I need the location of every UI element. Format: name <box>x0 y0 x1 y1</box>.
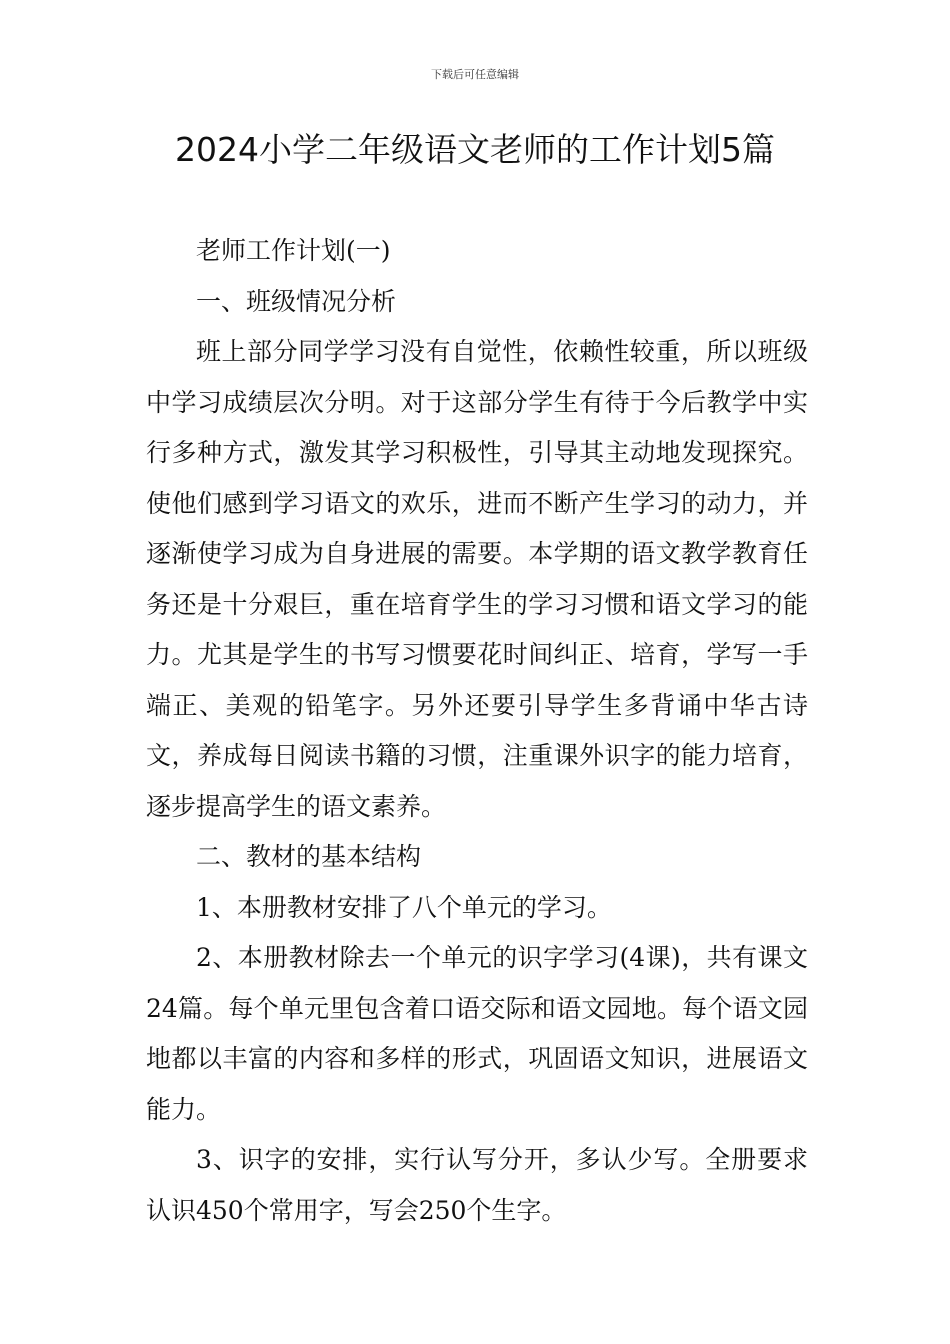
page-header-note: 下载后可任意编辑 <box>431 68 519 81</box>
list-item-units: 1、本册教材安排了八个单元的学习。 <box>196 892 612 922</box>
section-heading-class-analysis: 一、班级情况分析 <box>196 286 397 316</box>
document-body <box>146 226 808 1236</box>
paragraph-class-analysis: 班上部分同学学习没有自觉性，依赖性较重，所以班级中学习成绩层次分明。对于这部分学生有待于今后教学中实行多种方式，激发其学习积极性，引导其主动地发现探究。使他们感到学习语文的欢乐，进而不断产生学习的动力，并逐渐使学习成为自身进展的需要。本学期的语文教学教育任务还是十分艰巨，重在培育学生的学习习惯和语文学习的能力。尤其是学生的书写习惯要花时间纠正、培育，学写一手端正、美观的铅笔字。另外还要引导学生多背诵中华古诗文，养成每日阅读书籍的习惯，注重课外识字的能力培育，逐步提高学生的语文素养。 <box>146 337 808 821</box>
section-heading-textbook-structure: 二、教材的基本结构 <box>196 842 422 871</box>
list-item-texts: 2、本册教材除去一个单元的识字学习(4课)，共有课文24篇。每个单元里包含着口语交际和语文园地。每个语文园地都以丰富的内容和多样的形式，巩固语文知识，进展语文能力。 <box>146 943 808 1124</box>
plan-heading: 老师工作计划(一) <box>196 236 391 265</box>
document-title: 2024小学二年级语文老师的工作计划5篇 <box>175 130 775 169</box>
list-item-literacy: 3、识字的安排，实行认写分开，多认少写。全册要求认识450个常用字，写会250个生字。 <box>146 1145 808 1225</box>
